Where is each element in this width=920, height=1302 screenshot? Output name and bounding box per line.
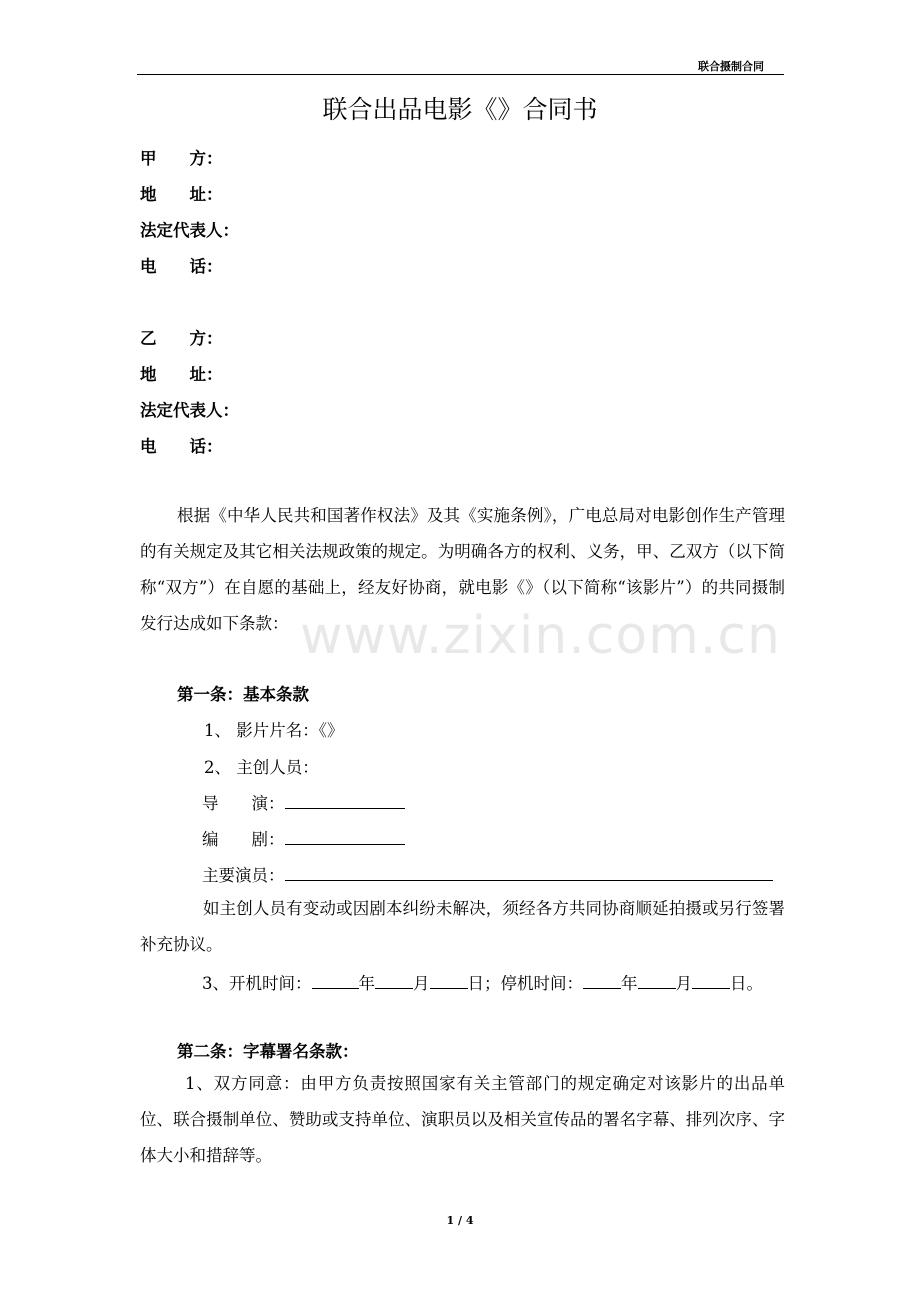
article1-heading: 第一条：基本条款	[177, 685, 309, 704]
party-b-label: 乙 方：	[140, 329, 223, 348]
start-month-unit: 月	[413, 974, 430, 993]
stop-month-blank[interactable]	[638, 970, 676, 989]
writer-row	[202, 826, 405, 850]
start-day-blank[interactable]	[430, 970, 468, 989]
stop-year-blank[interactable]	[583, 970, 621, 989]
party-b-rep-label: 法定代表人：	[140, 401, 239, 420]
writer-blank[interactable]	[285, 826, 405, 845]
stop-day-blank[interactable]	[692, 970, 730, 989]
actors-blank[interactable]	[285, 862, 773, 881]
schedule-row	[202, 970, 763, 994]
start-year-blank[interactable]	[312, 970, 359, 989]
actors-label: 主要演员：	[202, 866, 285, 885]
article1-item2: 2、 主创人员：	[204, 758, 319, 777]
stop-day-unit: 日。	[730, 974, 763, 993]
watermark: www.zixin.com.cn	[300, 606, 781, 666]
start-month-blank[interactable]	[375, 970, 413, 989]
document-title: 联合出品电影《》合同书	[322, 95, 598, 124]
start-day-unit: 日	[467, 974, 484, 993]
page-number: 1 / 4	[446, 1214, 474, 1227]
article2-item1: 1、双方同意：由甲方负责按照国家有关主管部门的规定确定对该影片的出品单位、联合摄制单位、赞助或支持单位、演职员以及相关宣传品的署名字幕、排列次序、字体大小和措辞等。	[140, 1074, 785, 1165]
director-row	[202, 790, 405, 814]
actors-row	[202, 862, 773, 886]
stop-month-unit: 月	[675, 974, 692, 993]
stop-time-label: ；停机时间：	[484, 974, 583, 993]
writer-label: 编 剧：	[202, 830, 285, 849]
change-note-paragraph: 如主创人员有变动或因剧本纠纷未解决，须经各方共同协商顺延拍摄或另行签署补充协议。	[140, 899, 785, 954]
article2-heading: 第二条：字幕署名条款：	[177, 1042, 359, 1061]
header-rule	[137, 74, 784, 75]
stop-year-unit: 年	[621, 974, 638, 993]
party-b-address-label: 地 址：	[140, 365, 223, 384]
party-a-label: 甲 方：	[140, 149, 223, 168]
article1-item1: 1、 影片片名：《》	[204, 721, 344, 740]
preamble-paragraph: 根据《中华人民共和国著作权法》及其《实施条例》，广电总局对电影创作生产管理的有关规定及其它相关法规政策的规定。为明确各方的权利、义务，甲、乙双方（以下简称“双方”）在自愿的基础上，经友好协商，就电影《》（以下简称“该影片”）的共同摄制发行达成如下条款：	[140, 506, 785, 633]
party-b-phone-label: 电 话：	[140, 437, 223, 456]
director-blank[interactable]	[285, 790, 405, 809]
party-a-address-label: 地 址：	[140, 185, 223, 204]
party-a-rep-label: 法定代表人：	[140, 221, 239, 240]
running-header: 联合摄制合同	[698, 60, 764, 73]
start-time-label: 3、开机时间：	[202, 974, 312, 993]
start-year-unit: 年	[358, 974, 375, 993]
party-a-phone-label: 电 话：	[140, 257, 223, 276]
director-label: 导 演：	[202, 794, 285, 813]
